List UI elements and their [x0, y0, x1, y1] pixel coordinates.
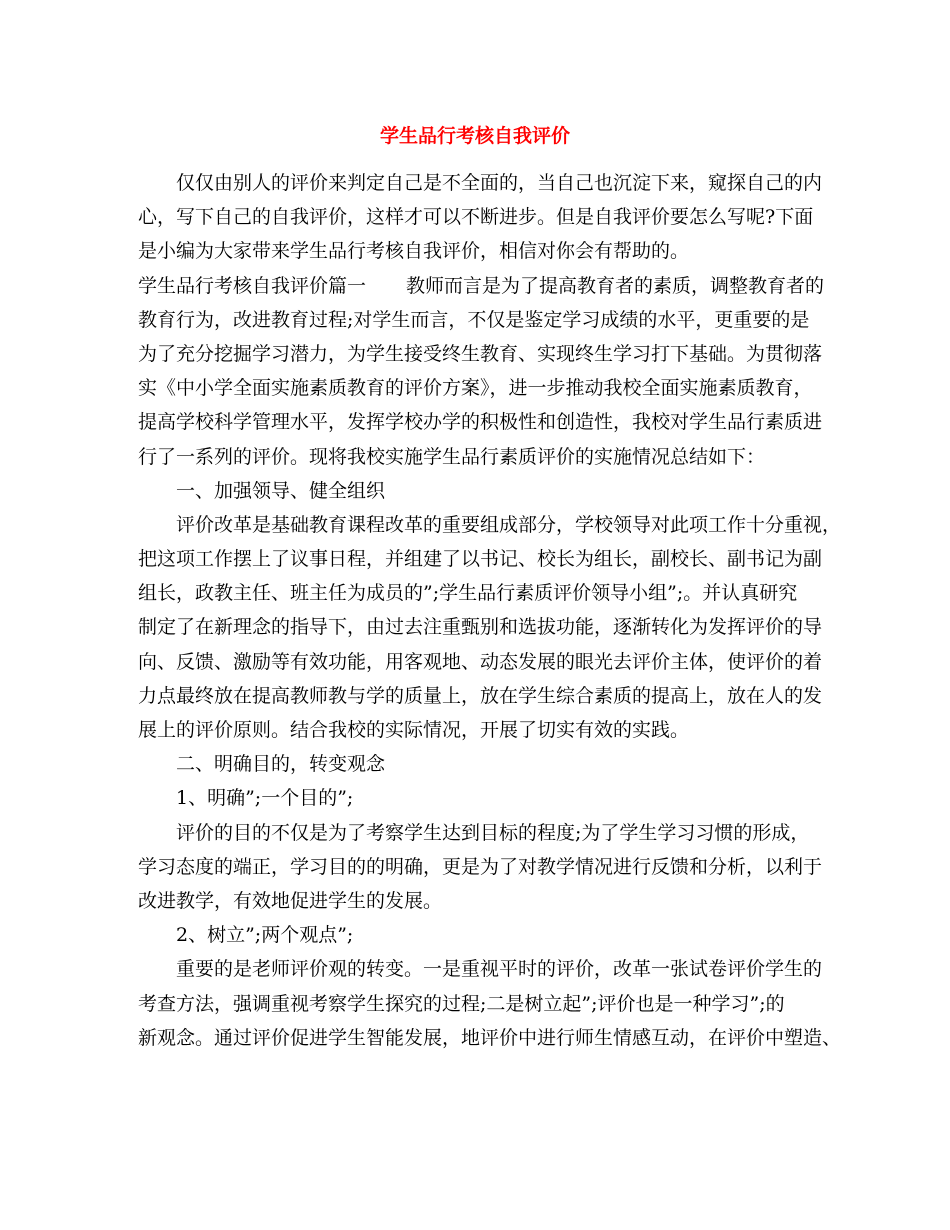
- paragraph-line: 组长，政教主任、班主任为成员的”;学生品行素质评价领导小组”;。并认真研究: [138, 582, 798, 605]
- paragraph-text: 教师而言是为了提高教育者的素质，调整教育者的: [406, 274, 825, 297]
- paragraph-line: 考查方法，强调重视考察学生探究的过程;二是树立起”;评价也是一种学习”;的: [138, 992, 785, 1015]
- paragraph-line: 学习态度的端正，学习目的的明确，更是为了对教学情况进行反馈和分析，以利于: [138, 855, 823, 878]
- paragraph-line: 教育行为，改进教育过程;对学生而言，不仅是鉴定学习成绩的水平，更重要的是: [138, 308, 810, 331]
- paragraph-line: 为了充分挖掘学习潜力，为学生接受终生教育、实现终生学习打下基础。为贯彻落: [138, 342, 823, 365]
- paragraph-line: 重要的是老师评价观的转变。一是重视平时的评价，改革一张试卷评价学生的: [176, 958, 823, 981]
- paragraph-line: 行了一系列的评价。现将我校实施学生品行素质评价的实施情况总结如下：: [138, 445, 766, 468]
- paragraph-line: 仅仅由别人的评价来判定自己是不全面的，当自己也沉淀下来，窥探自己的内: [176, 172, 823, 194]
- paragraph-line: 提高学校科学管理水平，发挥学校办学的积极性和创造性，我校对学生品行素质进: [138, 411, 823, 434]
- subsection-heading-line: 2、树立”;两个观点”;: [176, 924, 354, 947]
- paragraph-line-with-heading: [138, 269, 828, 303]
- paragraph-line: 心，写下自己的自我评价，这样才可以不断进步。但是自我评价要怎么写呢?下面: [138, 206, 814, 229]
- section-heading: 学生品行考核自我评价篇一: [138, 274, 367, 297]
- document-body: [138, 166, 842, 1055]
- section-heading-line: 一、加强领导、健全组织: [176, 479, 386, 502]
- paragraph-line: 是小编为大家带来学生品行考核自我评价，相信对你会有帮助的。: [138, 240, 690, 263]
- paragraph-line: 评价的目的不仅是为了考察学生达到目标的程度;为了学生学习习惯的形成，: [176, 821, 810, 844]
- subsection-heading-line: 1、明确”;一个目的”;: [176, 787, 354, 810]
- document-title: 学生品行考核自我评价: [379, 125, 570, 147]
- paragraph-line: 向、反馈、激励等有效功能，用客观地、动态发展的眼光去评价主体，使评价的着: [138, 650, 823, 673]
- paragraph-line: 力点最终放在提高教师教与学的质量上，放在学生综合素质的提高上，放在人的发: [138, 684, 823, 707]
- paragraph-line: 改进教学，有效地促进学生的发展。: [138, 889, 443, 912]
- paragraph-line: 实《中小学全面实施素质教育的评价方案》，进一步推动我校全面实施素质教育，: [138, 377, 813, 400]
- section-heading-line: 二、明确目的，转变观念: [176, 753, 386, 776]
- paragraph-line: 制定了在新理念的指导下，由过去注重甄别和选拔功能，逐渐转化为发挥评价的导: [138, 616, 823, 639]
- paragraph-line: 评价改革是基础教育课程改革的重要组成部分，学校领导对此项工作十分重视，: [176, 513, 842, 536]
- paragraph-line: 展上的评价原则。结合我校的实际情况，开展了切实有效的实践。: [138, 719, 690, 741]
- paragraph-line: 把这项工作摆上了议事日程，并组建了以书记、校长为组长，副校长、副书记为副: [138, 548, 823, 571]
- paragraph-line: 新观念。通过评价促进学生智能发展，地评价中进行师生情感互动，在评价中塑造、: [138, 1026, 842, 1049]
